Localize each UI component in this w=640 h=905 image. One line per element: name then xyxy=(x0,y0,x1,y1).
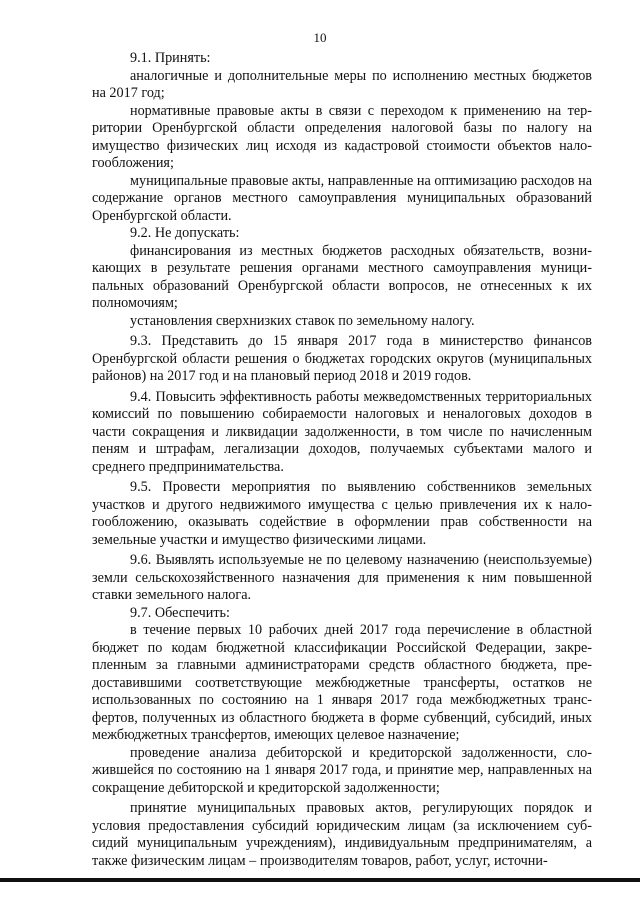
paragraph-municipal-acts: муниципальные правовые акты, направленные на оптимизацию расходов на содержание органов местного самоуправления муниципальных образований Оренбургской области. xyxy=(92,172,592,224)
paragraph-9-6: 9.6. Выявлять используемые не по целевому назначению (неиспользуемые) земли сельскохозяйственного назначения для применения к ним повышенной ставки земельного налога. xyxy=(92,552,592,603)
paragraph-land-tax-rates: установления сверхнизких ставок по земельному налогу. xyxy=(130,312,475,329)
paragraph-9-1-heading: 9.1. Принять: xyxy=(130,50,211,66)
paragraph-9-4: 9.4. Повысить эффективность работы межведомственных территориальных комиссий по повышению собираемости налоговых и неналоговых доходов в части сокращения и ликвидации задолженности, в том числе по начисленным пеням и штрафам, легализации доходов, получаемых субъектами малого и среднего предпринимательства. xyxy=(92,388,592,475)
bottom-rule xyxy=(0,878,640,882)
paragraph-9-2-heading: 9.2. Не допускать: xyxy=(130,225,240,241)
page-number: 10 xyxy=(313,30,327,45)
paragraph-9-7-heading: 9.7. Обеспечить: xyxy=(130,604,230,621)
paragraph-budget-measures: аналогичные и дополнительные меры по исполнению местных бюджетов на 2017 год; xyxy=(92,67,592,101)
paragraph-normative-acts: нормативные правовые акты в связи с переходом к применению на территории Оренбургской области определения налоговой базы по налогу на имущество физических лиц исходя из кадастровой стоимости объектов налогообложения; xyxy=(92,102,592,171)
document-body xyxy=(92,50,592,870)
paragraph-subsidy-acts: принятие муниципальных правовых актов, регулирующих порядок и условия предоставления субсидий юридическим лицам (за исключением субсидий муниципальным учреждениям), индивидуальным предпринимателям, а также физическим лицам – производителям товаров, работ, услуг, источни- xyxy=(92,800,592,869)
paragraph-9-3: 9.3. Представить до 15 января 2017 года в министерство финансов Оренбургской области решения о бюджетах городских округов (муниципальных районов) на 2017 год и на плановый период 2018 и 2019 годов. xyxy=(92,333,592,384)
paragraph-transfer-return: в течение первых 10 рабочих дней 2017 года перечисление в областной бюджет по кодам бюджетной классификации Российской Федерации, закрепленным за главными администраторами средств областного бюджета, предоставившими соответствующие межбюджетные трансферты, остатков не использованных по состоянию на 1 января 2017 года межбюджетных трансфертов, полученных из областного бюджета в форме субвенций, субсидий, иных межбюджетных трансфертов, имеющих целевое назначение; xyxy=(92,622,592,743)
paragraph-debt-analysis: проведение анализа дебиторской и кредиторской задолженности, сложившейся по состоянию на 1 января 2017 года, и принятие мер, направленных на сокращение дебиторской и кредиторской задолженности; xyxy=(92,744,592,796)
paragraph-financing: финансирования из местных бюджетов расходных обязательств, возникающих в результате решения органами местного самоуправления муниципальных образований Оренбургской области вопросов, не отнесенных к их полномочиям; xyxy=(92,242,592,311)
paragraph-9-5: 9.5. Провести мероприятия по выявлению собственников земельных участков и другого недвижимого имущества с целью привлечения их к налогообложению, оказывать содействие в оформлении прав собственности на земельные участки и имущество физическими лицами. xyxy=(92,479,592,548)
